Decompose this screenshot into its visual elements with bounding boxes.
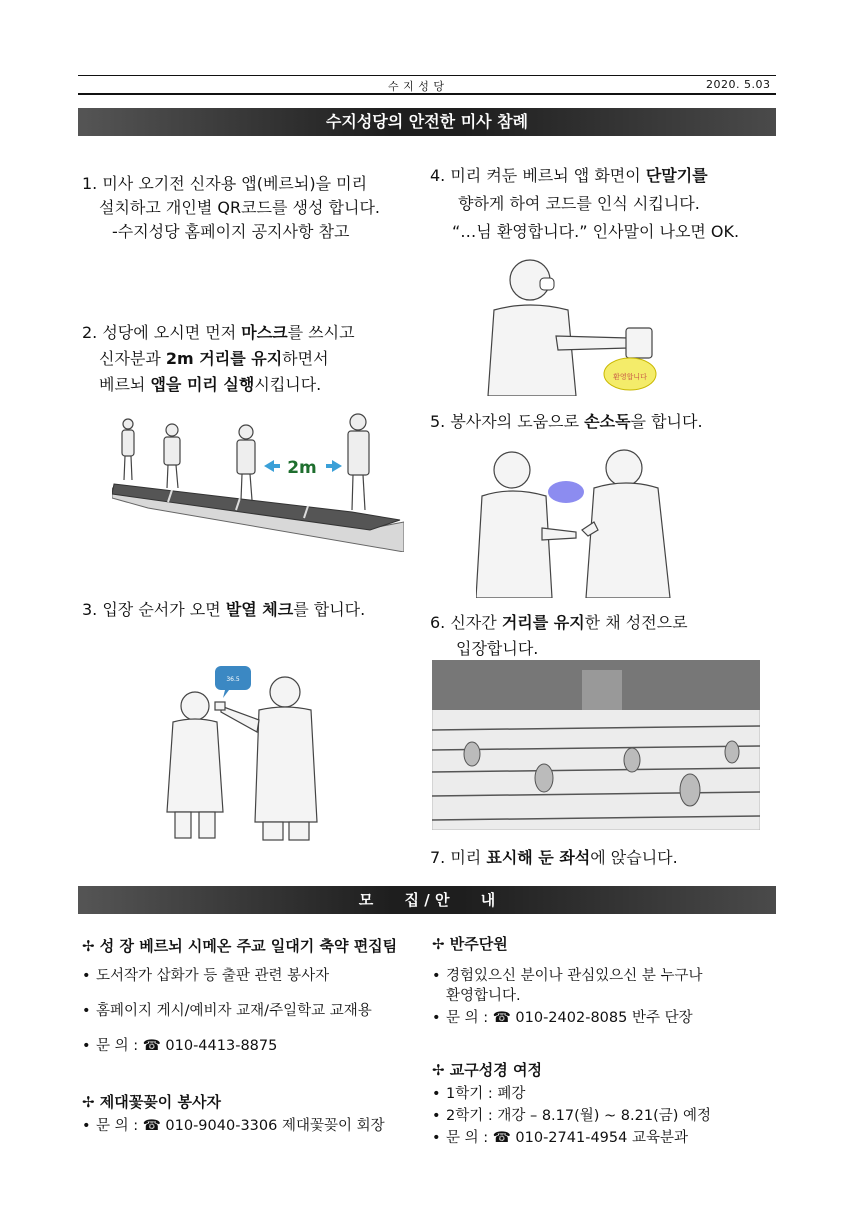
recruit-item: • 1학기 : 폐강: [432, 1084, 711, 1104]
step-2-line-3: 베르뇌 앱을 미리 실행시킵니다.: [99, 375, 322, 394]
welcome-bubble-text: 환영합니다: [613, 373, 647, 381]
distance-label: 2m: [287, 458, 317, 478]
recruit-group-editing-title: ✢ 성 장 베르뇌 시메온 주교 일대기 축약 편집팀: [82, 937, 398, 955]
recruit-contact: • 문 의 : ☎ 010-4413-8875: [82, 1036, 397, 1056]
recruit-contact: • 문 의 : ☎ 010-9040-3306 제대꽃꽂이 회장: [82, 1116, 397, 1136]
hand-sanitizing-illustration: [476, 438, 676, 598]
header-date: 2020. 5.03: [706, 78, 771, 91]
step-6-line-2: 입장합니다.: [456, 639, 539, 658]
step-2-line-2: 신자분과 2m 거리를 유지하면서: [99, 349, 329, 368]
step-7: 7. 미리 표시해 둔 좌석에 앉습니다.: [430, 848, 678, 867]
step-6-line-1: 6. 신자간 거리를 유지한 채 성전으로: [430, 613, 688, 632]
svg-text:36.5: 36.5: [226, 676, 240, 683]
recruit-right: [432, 934, 711, 1148]
step-6: [430, 610, 688, 662]
recruit-group-bible-title: ✢ 교구성경 여정: [432, 1061, 542, 1079]
page-title: 수지성당의 안전한 미사 참례: [78, 108, 776, 136]
recruit-contact: • 문 의 : ☎ 010-2402-8085 반주 단장: [432, 1008, 711, 1028]
step-3: 3. 입장 순서가 오면 발열 체크를 합니다.: [82, 600, 366, 619]
step-4-line-1: 4. 미리 켜둔 베르뇌 앱 화면이 단말기를: [430, 166, 708, 185]
recruit-item: • 경험있으신 분이나 관심있으신 분 누구나: [432, 966, 711, 986]
step-1-line-3: -수지성당 홈페이지 공지사항 참고: [112, 222, 350, 241]
qr-scan-illustration: [486, 252, 672, 396]
step-4-line-2: 향하게 하여 코드를 인식 시킵니다.: [458, 194, 700, 213]
recruit-group-flower-title: ✢ 제대꽃꽂이 봉사자: [82, 1093, 221, 1111]
recruit-item: • 도서작가 삽화가 등 출판 관련 봉사자: [82, 966, 397, 986]
queue-distance-illustration: [112, 410, 404, 552]
temperature-check-illustration: [155, 662, 330, 842]
step-1-line-2: 설치하고 개인별 QR코드를 생성 합니다.: [99, 198, 380, 217]
header-org: 수 지 성 당: [388, 80, 445, 93]
recruit-contact: • 문 의 : ☎ 010-2741-4954 교육분과: [432, 1128, 711, 1148]
step-4: [430, 162, 739, 246]
step-1-line-1: 1. 미사 오기전 신자용 앱(베르뇌)을 미리: [82, 174, 368, 193]
step-4-line-3: “…님 환영합니다.” 인사말이 나오면 OK.: [452, 222, 740, 241]
recruit-item: • 홈페이지 게시/예비자 교재/주일학교 교재용: [82, 1001, 397, 1021]
step-2: [82, 320, 355, 398]
recruit-item: • 2학기 : 개강 – 8.17(월) ~ 8.21(금) 예정: [432, 1106, 711, 1126]
step-2-line-1: 2. 성당에 오시면 먼저 마스크를 쓰시고: [82, 323, 355, 342]
step-5: 5. 봉사자의 도움으로 손소독을 합니다.: [430, 412, 703, 431]
recruit-group-accompanist-title: ✢ 반주단원: [432, 935, 508, 953]
recruit-left: [82, 936, 397, 1136]
recruit-banner: 모 집 / 안 내: [78, 886, 776, 914]
header-top-rule: [78, 75, 776, 76]
church-interior-illustration: [432, 660, 760, 830]
step-1: [82, 172, 380, 244]
recruit-item-continued: 환영합니다.: [446, 988, 521, 1004]
header-bottom-rule: [78, 93, 776, 95]
